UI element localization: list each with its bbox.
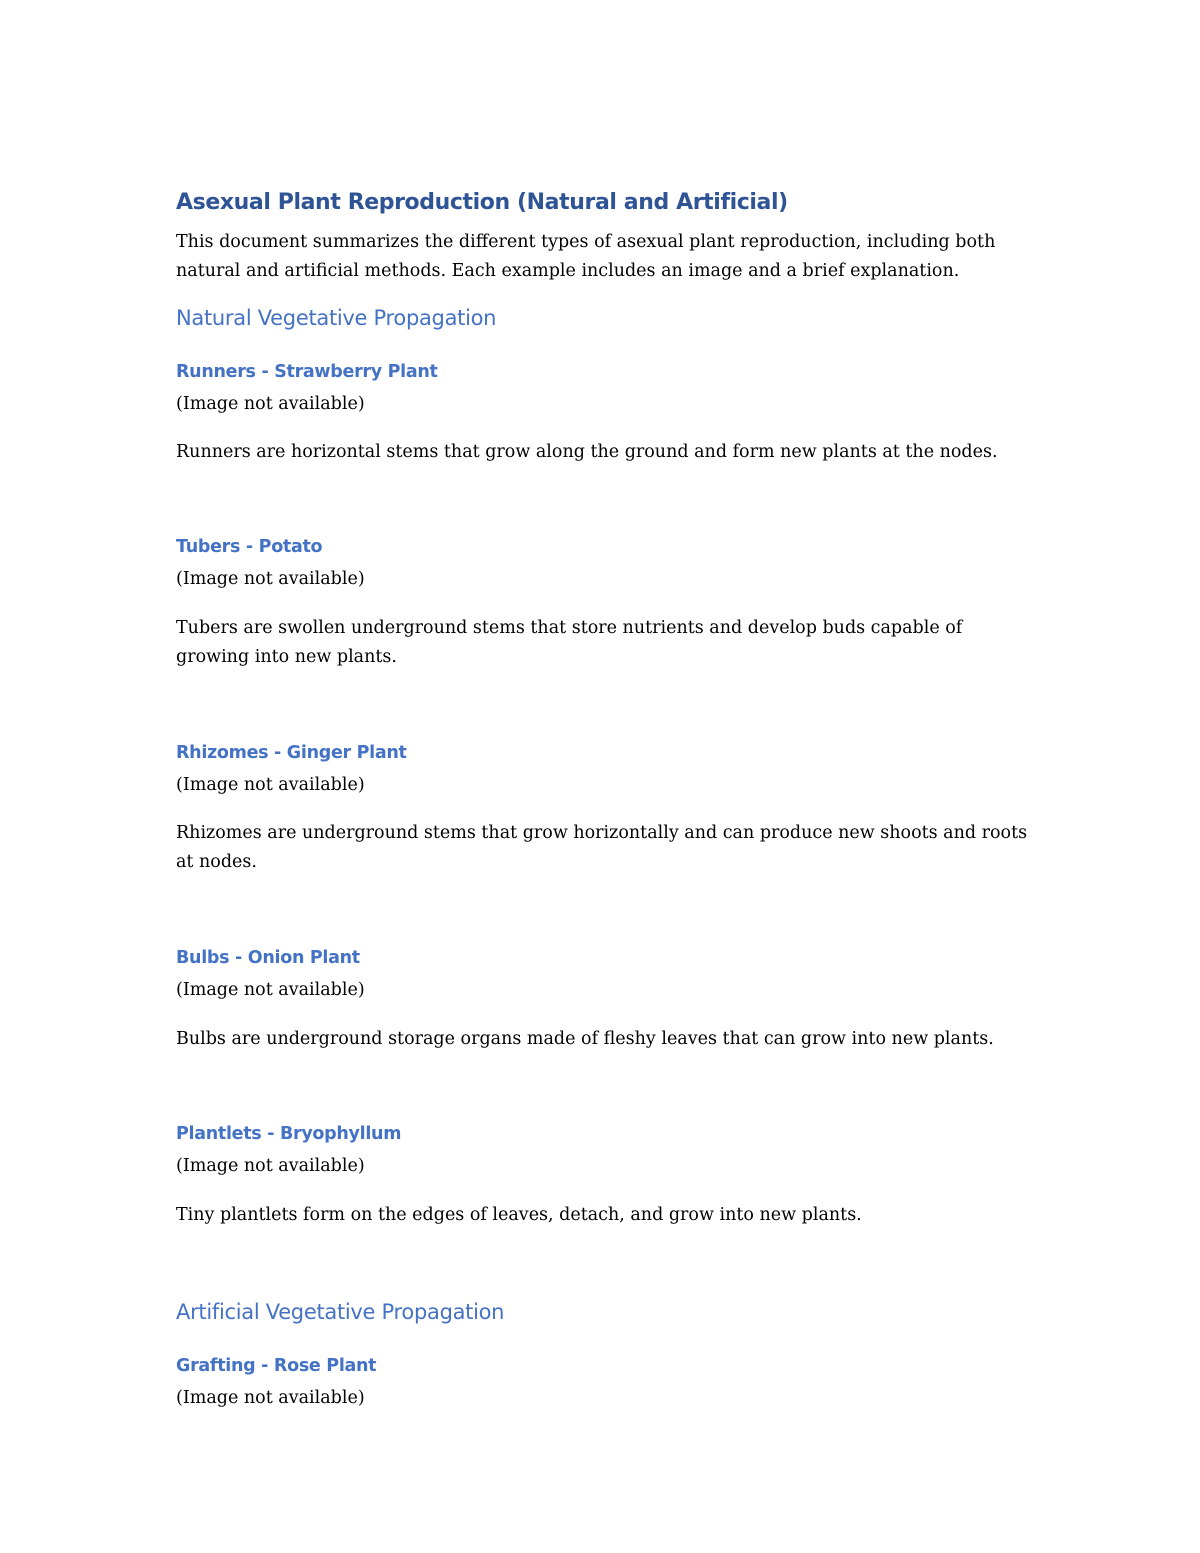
image-placeholder-runners: (Image not available) (176, 394, 365, 414)
item-description-tubers: Tubers are swollen underground stems that store nutrients and develop buds capable of growing into new plants. (176, 618, 963, 667)
item-heading-plantlets: Plantlets - Bryophyllum (176, 1124, 402, 1144)
item-heading-rhizomes: Rhizomes - Ginger Plant (176, 743, 407, 763)
image-placeholder-grafting: (Image not available) (176, 1388, 365, 1408)
item-description-bulbs: Bulbs are underground storage organs made of fleshy leaves that can grow into new plants. (176, 1029, 994, 1049)
document-title: Asexual Plant Reproduction (Natural and Artificial) (176, 190, 788, 215)
section-heading-natural: Natural Vegetative Propagation (176, 306, 497, 330)
item-heading-tubers: Tubers - Potato (176, 537, 323, 557)
image-placeholder-tubers: (Image not available) (176, 569, 365, 589)
item-heading-bulbs: Bulbs - Onion Plant (176, 948, 360, 968)
document-intro: This document summarizes the different types of asexual plant reproduction, including both natural and artificial methods. Each example includes an image and a brief explanation. (176, 232, 996, 281)
item-heading-runners: Runners - Strawberry Plant (176, 362, 438, 382)
image-placeholder-plantlets: (Image not available) (176, 1156, 365, 1176)
item-heading-grafting: Grafting - Rose Plant (176, 1356, 377, 1376)
image-placeholder-bulbs: (Image not available) (176, 980, 365, 1000)
item-description-rhizomes: Rhizomes are underground stems that grow horizontally and can produce new shoots and roots at nodes. (176, 823, 1028, 872)
image-placeholder-rhizomes: (Image not available) (176, 775, 365, 795)
item-description-runners: Runners are horizontal stems that grow along the ground and form new plants at the nodes. (176, 442, 998, 462)
section-heading-artificial: Artificial Vegetative Propagation (176, 1300, 505, 1324)
item-description-plantlets: Tiny plantlets form on the edges of leaves, detach, and grow into new plants. (176, 1205, 862, 1225)
